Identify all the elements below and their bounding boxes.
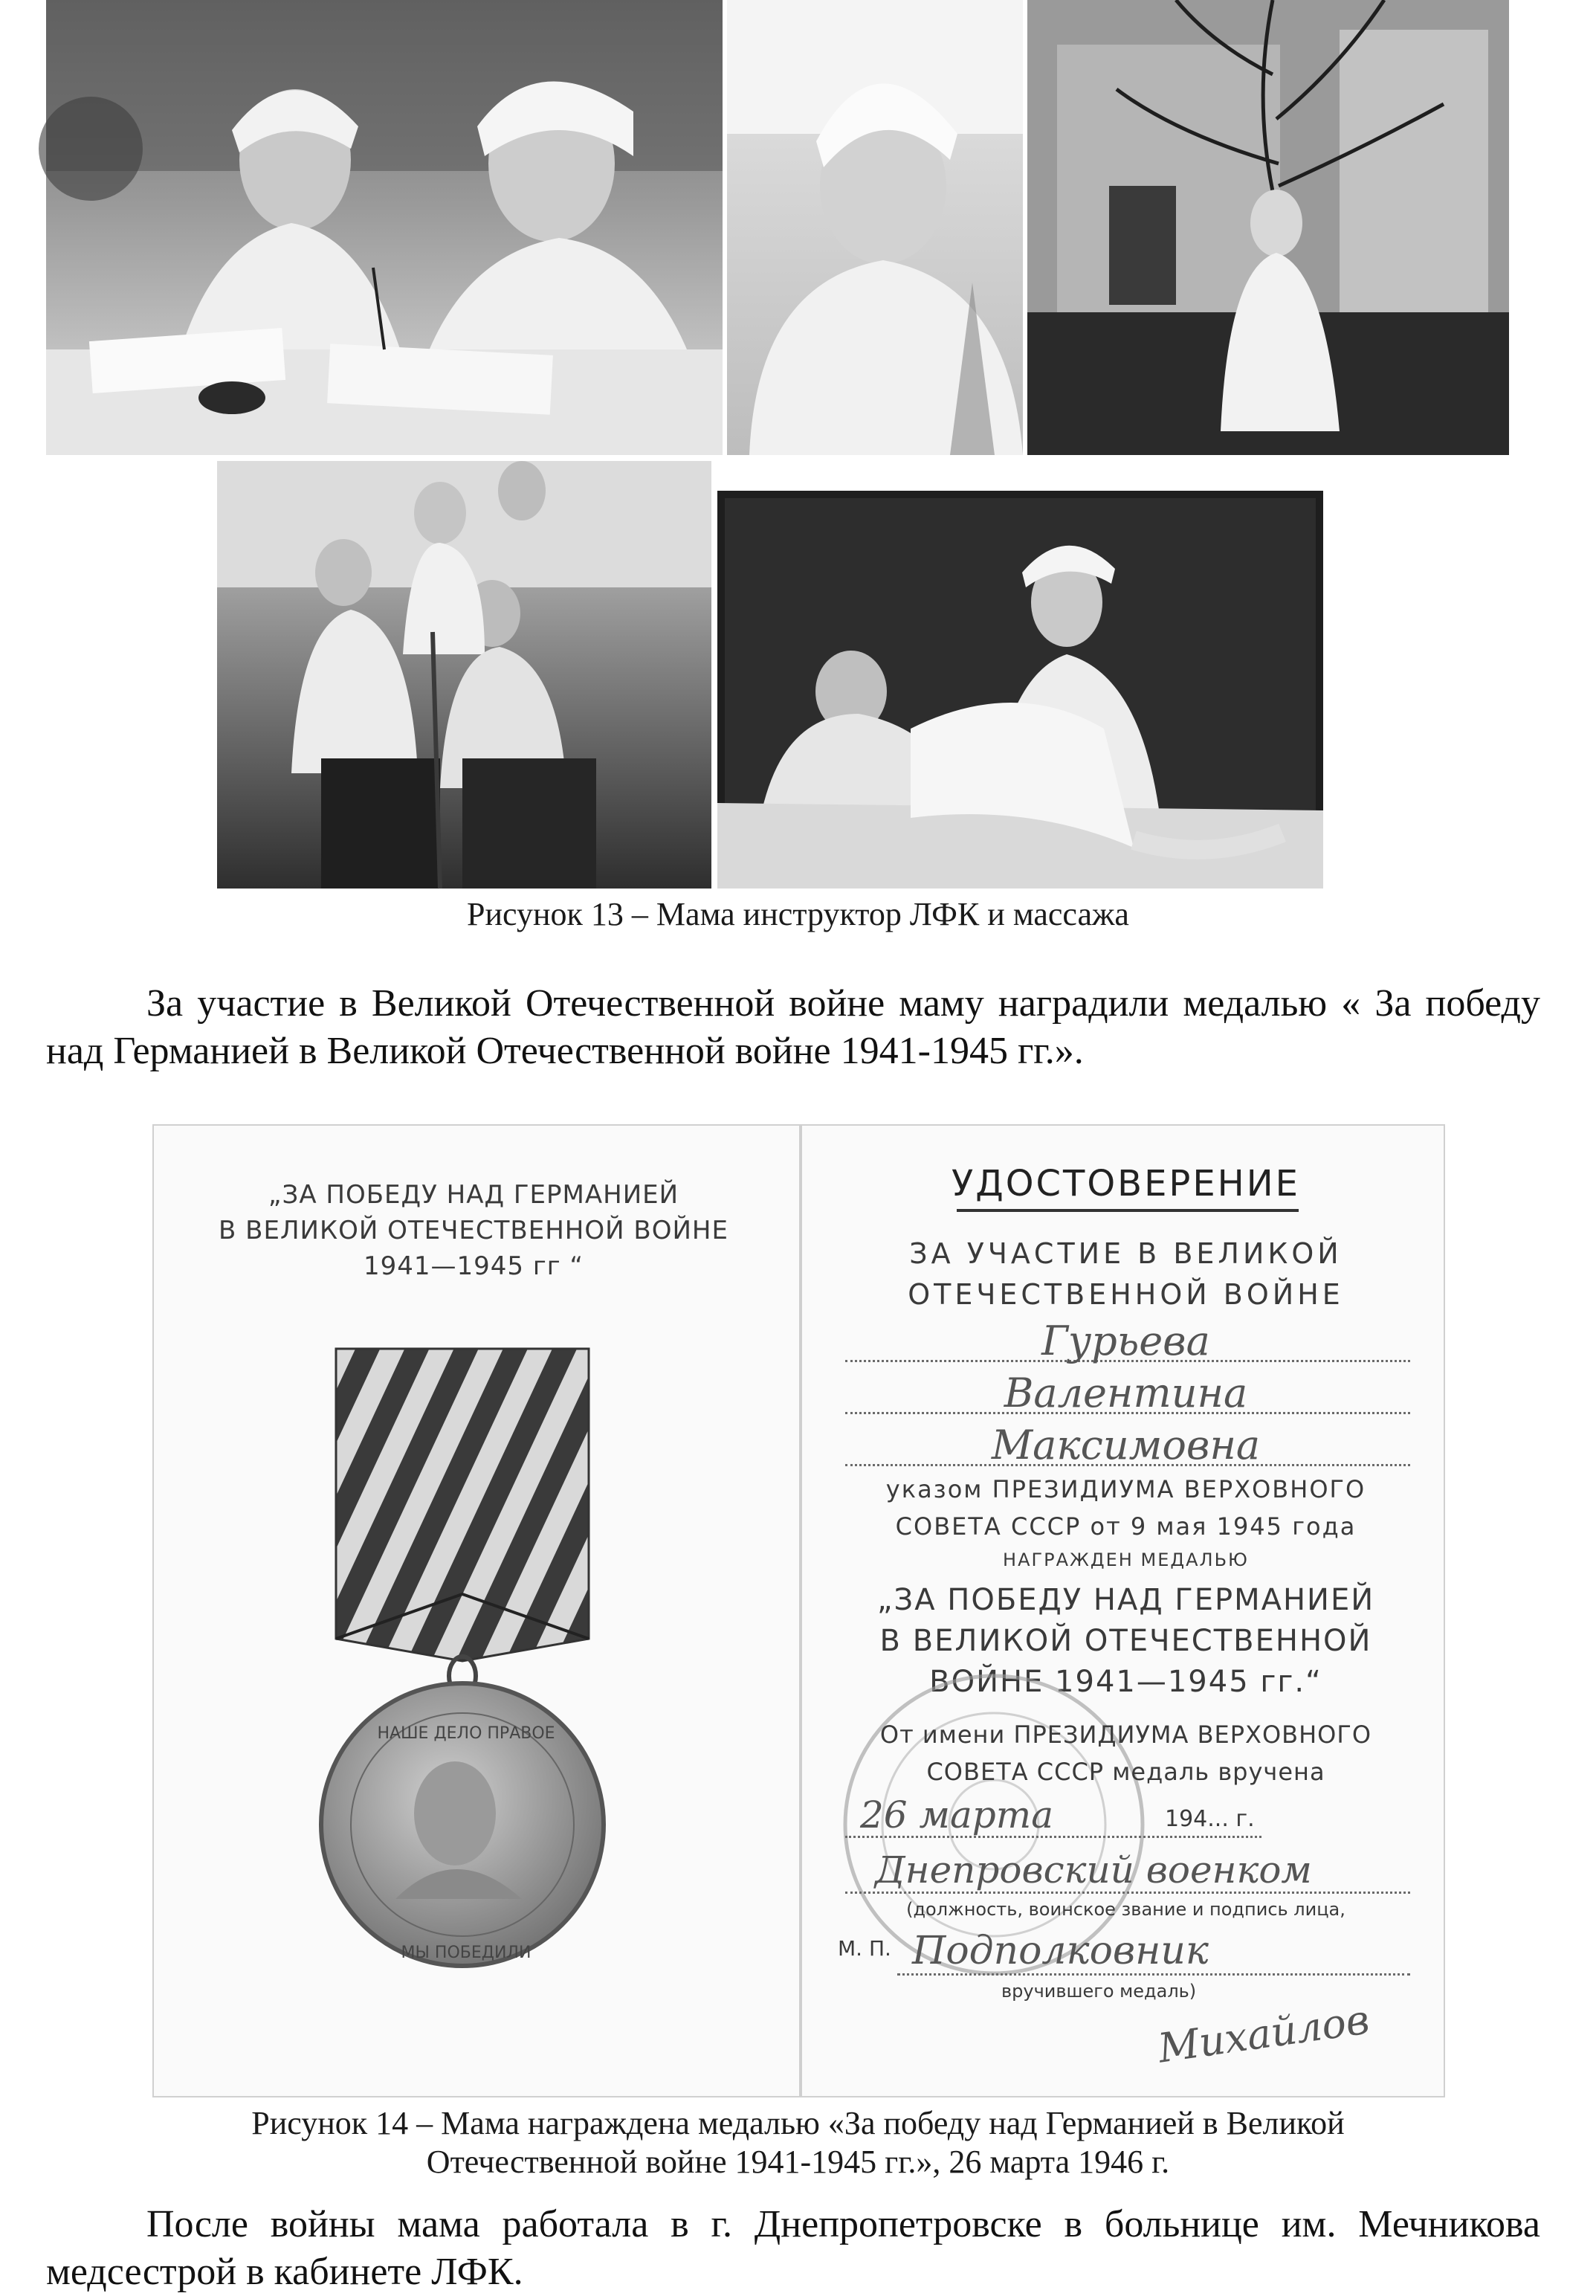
cert-heading-underline [957, 1209, 1299, 1212]
certificate-fold [799, 1126, 802, 2096]
medal-inscription-bottom: МЫ ПОБЕДИЛИ [401, 1944, 532, 1962]
cert-awarded: НАГРАЖДЕН МЕДАЛЬЮ [1003, 1550, 1249, 1570]
cert-rank-handwritten: Подполковник [912, 1929, 1209, 1973]
cert-patronymic: Максимовна [991, 1422, 1261, 1468]
cert-signature-note-1: (должность, воинское звание и подпись лица, [906, 1899, 1345, 1920]
rank-line [897, 1973, 1410, 1976]
cert-surname: Гурьева [1041, 1318, 1210, 1364]
cert-line-1: ЗА УЧАСТИЕ В ВЕЛИКОЙ [909, 1237, 1343, 1270]
photo-nurses-writing [46, 0, 723, 455]
cert-presented-1: От имени ПРЕЗИДИУМА ВЕРХОВНОГО [879, 1721, 1372, 1749]
cert-signature-note-2: вручившего медаль) [1001, 1981, 1197, 2002]
cert-date-handwritten: 26 марта [860, 1793, 1054, 1837]
certificate-right-page [808, 1126, 1444, 2096]
cert-decree-2: СОВЕТА СССР от 9 мая 1945 года [895, 1512, 1357, 1541]
paragraph-medal-award [46, 980, 1540, 1075]
figure-13-caption: Рисунок 13 – Мама инструктор ЛФК и массажа [467, 896, 1129, 932]
cert-line-2: ОТЕЧЕСТВЕННОЙ ВОЙНЕ [908, 1278, 1344, 1311]
medal-illustration [306, 1349, 618, 2040]
cert-year: 194... г. [1165, 1806, 1255, 1832]
office-line [845, 1892, 1410, 1894]
medal-inscription-top: НАШЕ ДЕЛО ПРАВОЕ [377, 1724, 555, 1743]
photo-nurse-patient-bed [717, 491, 1323, 889]
left-title-line-2: В ВЕЛИКОЙ ОТЕЧЕСТВЕННОЙ ВОЙНЕ [219, 1216, 728, 1245]
cert-signature-handwritten: Михайлов [1155, 1996, 1372, 2072]
cert-medal-3: ВОЙНЕ 1941—1945 гг.“ [929, 1665, 1322, 1699]
left-title-line-1: „ЗА ПОБЕДУ НАД ГЕРМАНИЕЙ [268, 1180, 679, 1210]
figure-14-caption-line-2: Отечественной войне 1941-1945 гг.», 26 марта 1946 г. [426, 2144, 1170, 2180]
cert-mp: М. П. [838, 1936, 891, 1961]
cert-decree-1: указом ПРЕЗИДИУМА ВЕРХОВНОГО [885, 1475, 1366, 1503]
cert-office-handwritten: Днепровский военком [875, 1848, 1312, 1892]
photo-group-patients [217, 461, 711, 889]
paragraph-after-war-text: После войны мама работала в г. Днепропетровске в больнице им. Мечникова медсестрой в кабинете ЛФК. [46, 2203, 1540, 2293]
figure-14-caption-line-1: Рисунок 14 – Мама награждена медалью «За победу над Германией в Великой [251, 2105, 1345, 2141]
photo-nurse-portrait [727, 0, 1023, 455]
cert-presented-2: СОВЕТА СССР медаль вручена [926, 1758, 1325, 1786]
cert-heading: УДОСТОВЕРЕНИЕ [951, 1163, 1300, 1205]
certificate-left-page [154, 1126, 793, 2096]
paragraph-after-war [46, 2201, 1540, 2293]
cert-medal-1: „ЗА ПОБЕДУ НАД ГЕРМАНИЕЙ [876, 1583, 1375, 1617]
photo-nurse-outdoors [1027, 0, 1509, 455]
cert-medal-2: В ВЕЛИКОЙ ОТЕЧЕСТВЕННОЙ [879, 1624, 1372, 1658]
paragraph-medal-award-text: За участие в Великой Отечественной войне маму наградили медалью « За победу над Германией в Великой Отечественной войне 1941-1945 гг.». [46, 982, 1540, 1072]
left-title-line-3: 1941—1945 гг “ [363, 1251, 584, 1281]
cert-name: Валентина [1004, 1370, 1248, 1416]
certificate-scan [152, 1124, 1445, 2097]
